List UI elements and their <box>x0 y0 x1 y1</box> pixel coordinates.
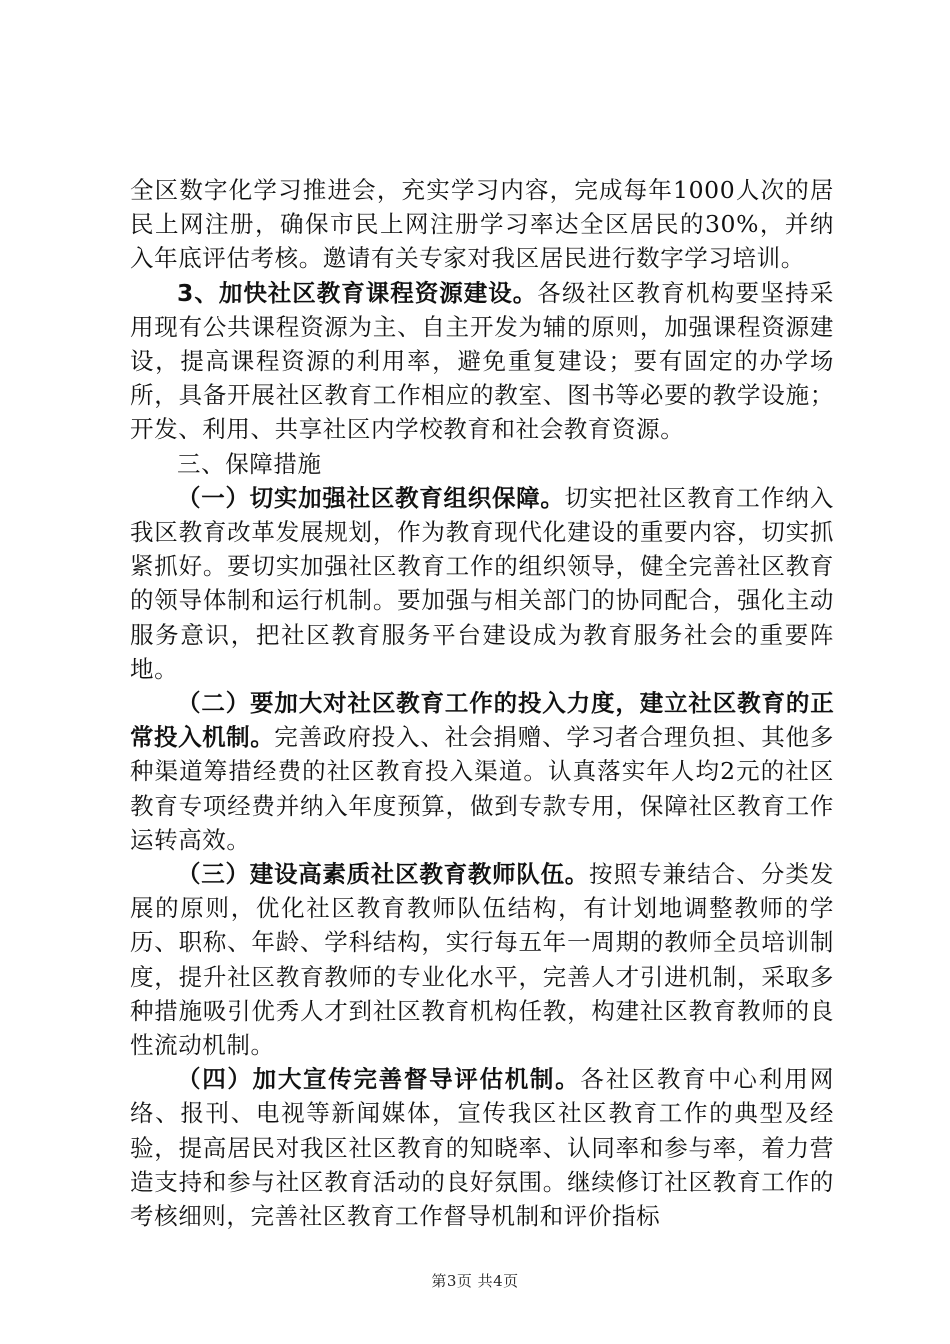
paragraph-course-resources <box>130 276 834 447</box>
document-body <box>130 173 834 1233</box>
paragraph-text: 各级社区教育机构要坚持采用现有公共课程资源为主、自主开发为辅的原则，加强课程资源建设，提高课程资源的利用率，避免重复建设；要有固定的办学场所，具备开展社区教育工作相应的教室、图书等必要的教学设施；开发、利用、共享社区内学校教育和社会教育资源。 <box>130 278 834 444</box>
section-heading-text: 三、保障措施 <box>177 449 322 478</box>
paragraph-heading: （二）要加大对社区教育工作的投入力度，建立社区教育的正常投入机制。 <box>130 689 834 752</box>
paragraph-heading: （三）建设高素质社区教育教师队伍。 <box>177 860 590 889</box>
paragraph-publicity <box>130 1062 834 1233</box>
paragraph-organization <box>130 481 834 686</box>
paragraph-heading: （一）切实加强社区教育组织保障。 <box>177 483 565 512</box>
paragraph-heading: （四）加大宣传完善督导评估机制。 <box>177 1065 581 1094</box>
section-heading-safeguards <box>130 447 834 481</box>
page-footer: 第3页 共4页 <box>431 1272 519 1290</box>
paragraph-continued <box>130 173 834 276</box>
paragraph-heading: 3、加快社区教育课程资源建设。 <box>177 278 538 307</box>
paragraph-text: 切实把社区教育工作纳入我区教育改革发展规划，作为教育现代化建设的重要内容，切实抓紧抓好。要切实加强社区教育工作的组织领导，健全完善社区教育的领导体制和运行机制。要加强与相关部门的协同配合，强化主动服务意识，把社区教育服务平台建设成为教育服务社会的重要阵地。 <box>130 483 834 683</box>
paragraph-investment <box>130 686 834 857</box>
paragraph-text: 按照专兼结合、分类发展的原则，优化社区教育教师队伍结构，有计划地调整教师的学历、职称、年龄、学科结构，实行每五年一周期的教师全员培训制度，提升社区教育教师的专业化水平，完善人才引进机制，采取多种措施吸引优秀人才到社区教育机构任教，构建社区教育教师的良性流动机制。 <box>130 860 834 1060</box>
paragraph-text: 各社区教育中心利用网络、报刊、电视等新闻媒体，宣传我区社区教育工作的典型及经验，提高居民对我区社区教育的知晓率、认同率和参与率，着力营造支持和参与社区教育活动的良好氛围。继续修订社区教育工作的考核细则，完善社区教育工作督导机制和评价指标 <box>130 1065 834 1231</box>
paragraph-text: 完善政府投入、社会捐赠、学习者合理负担、其他多种渠道筹措经费的社区教育投入渠道。认真落实年人均2元的社区教育专项经费并纳入年度预算，做到专款专用，保障社区教育工作运转高效。 <box>130 723 834 854</box>
paragraph-text: 全区数字化学习推进会，充实学习内容，完成每年1000人次的居民上网注册，确保市民上网注册学习率达全区居民的30%，并纳入年底评估考核。邀请有关专家对我区居民进行数字学习培训。 <box>130 176 834 273</box>
paragraph-teachers <box>130 857 834 1062</box>
